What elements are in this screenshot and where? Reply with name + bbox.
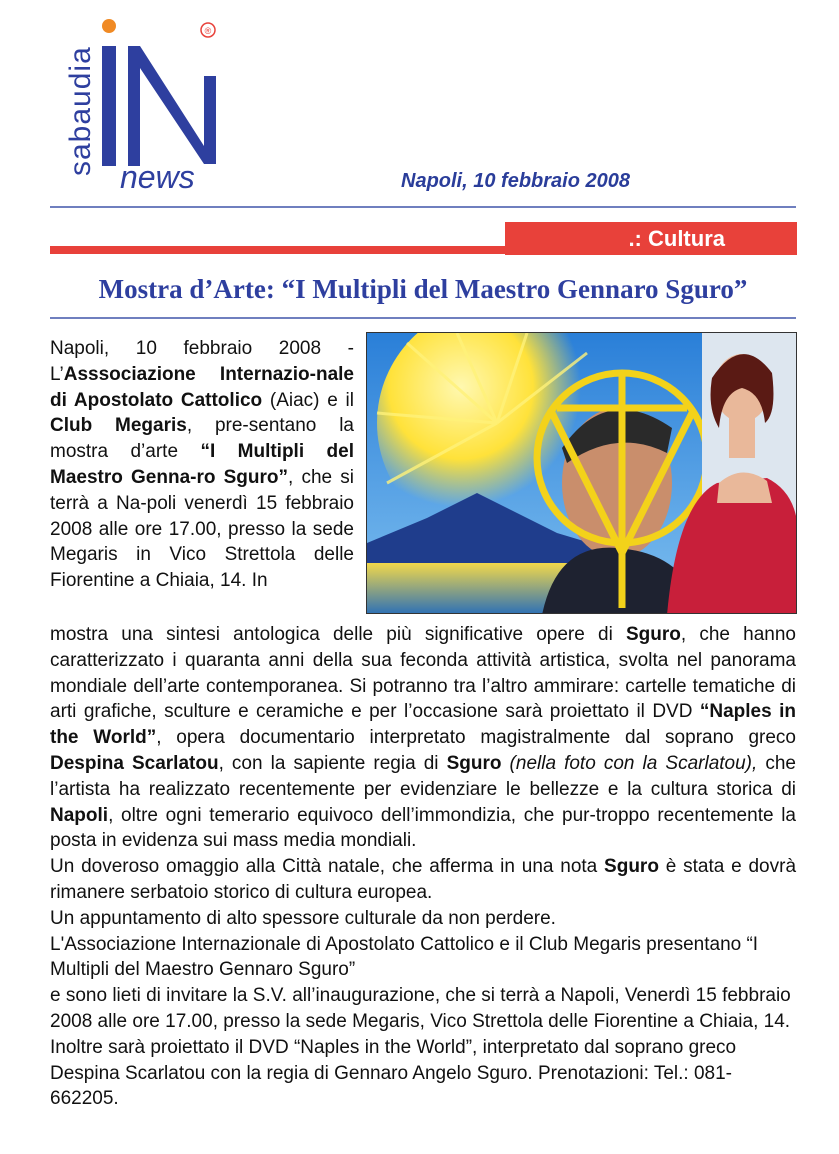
- body-text: che l’artista ha realizzato recentemente per evidenziare le bellezze e la cultura storica di: [50, 752, 797, 800]
- lead-part: Napoli, 10 febbraio 2008 - L’: [50, 338, 354, 385]
- body-text: Un doveroso omaggio alla Città natale, che afferma in una nota: [50, 856, 605, 878]
- body-paragraph: [50, 622, 796, 854]
- body-text: è stata e dovrà rimanere serbatoio storico di cultura europea.: [50, 856, 797, 903]
- lead-bold-association: Asssociazione Internazio-nale di Apostolato Cattolico: [50, 363, 354, 411]
- logo-dot: [102, 19, 116, 33]
- registered-mark: ®: [204, 26, 212, 36]
- body-paragraph: [50, 932, 796, 984]
- header-divider: [50, 206, 796, 208]
- logo-brand-text: sabaudia: [64, 46, 97, 176]
- lead-bold-club: Club Megaris: [50, 415, 187, 437]
- photo-illustration: [367, 333, 797, 614]
- body-bold: Sguro: [446, 752, 502, 774]
- body-text: , opera documentario interpretato magistralmente dal soprano greco: [156, 727, 796, 749]
- body-paragraph: [50, 854, 796, 906]
- invitation-paragraph: [50, 983, 796, 1112]
- article-photo: [366, 332, 797, 614]
- body-text: , con la sapiente regia di: [218, 752, 447, 774]
- body-bold: Sguro: [604, 856, 659, 878]
- body-bold: Napoli: [50, 804, 109, 826]
- photo-caption-note: (nella foto con la Scarlatou),: [509, 752, 758, 774]
- body-text: L'Associazione Internazionale di Apostolato Cattolico e il Club Megaris presentano “I Multipli del Maestro Gennaro Sguro”: [50, 933, 759, 981]
- body-text: mostra una sintesi antologica delle più significative opere di: [50, 624, 626, 645]
- section-label: .: Cultura: [505, 222, 797, 255]
- lead-bold-exhibition-title: “I Multipli del Maestro Genna-ro Sguro”: [50, 441, 354, 488]
- body-text: Un appuntamento di alto spessore culturale da non perdere.: [50, 907, 556, 929]
- body-text: [501, 753, 509, 774]
- article-headline: Mostra d’Arte: “I Multipli del Maestro Gennaro Sguro”: [98, 274, 748, 304]
- body-paragraph: [50, 906, 796, 932]
- logo-news-text: news: [120, 159, 195, 195]
- body-bold: Sguro: [625, 624, 681, 645]
- lead-part: (Aiac) e il: [262, 389, 354, 411]
- logo-graphic: [56, 16, 246, 196]
- body-bold: Despina Scarlatou: [50, 752, 219, 774]
- body-bold: “Naples in the World”: [50, 701, 796, 749]
- section-bar: [50, 246, 505, 254]
- lead-part: , pre-sentano la mostra d’arte: [50, 415, 354, 463]
- body-text: e sono lieti di invitare la S.V. all’inaugurazione, che si terrà a Napoli, Venerdì 15 febbraio 2008 alle ore 17.00, presso la sede Megaris, Vico Strettola delle Fiorentine a Chiaia, 14. Inoltre sarà proiettato il DVD “Naples in the World”, interpretato dal soprano greco Despina Scarlatou con la regia di Gennaro Angelo Sguro. Prenotazioni: Tel.: 081-662205.: [50, 985, 791, 1110]
- article-body: [50, 622, 796, 1112]
- body-text: , che hanno caratterizzato i quaranta anni della sua feconda attività artistica, svolta nel panorama mondiale dell’arte contemporanea. Si potranno tra l’altro ammirare: cartelle tematiche di arti grafiche, sculture e ceramiche e per l’occasione sarà proiettato il DVD: [50, 624, 796, 723]
- headline-divider: [50, 317, 796, 319]
- article-lead-column: [50, 336, 354, 594]
- lead-part: , che si terrà a Na-poli venerdì 15 febbraio 2008 alle ore 17.00, presso la sede Megaris in Vico Strettola delle Fiorentine a Chiaia, 14. In: [50, 466, 354, 592]
- sabaudia-in-news-logo: [56, 16, 246, 196]
- dateline: Napoli, 10 febbraio 2008: [401, 170, 630, 192]
- body-text: , oltre ogni temerario equivoco dell’immondizia, che pur-troppo recentemente la posta in evidenza sui mass media mondiali.: [50, 804, 796, 852]
